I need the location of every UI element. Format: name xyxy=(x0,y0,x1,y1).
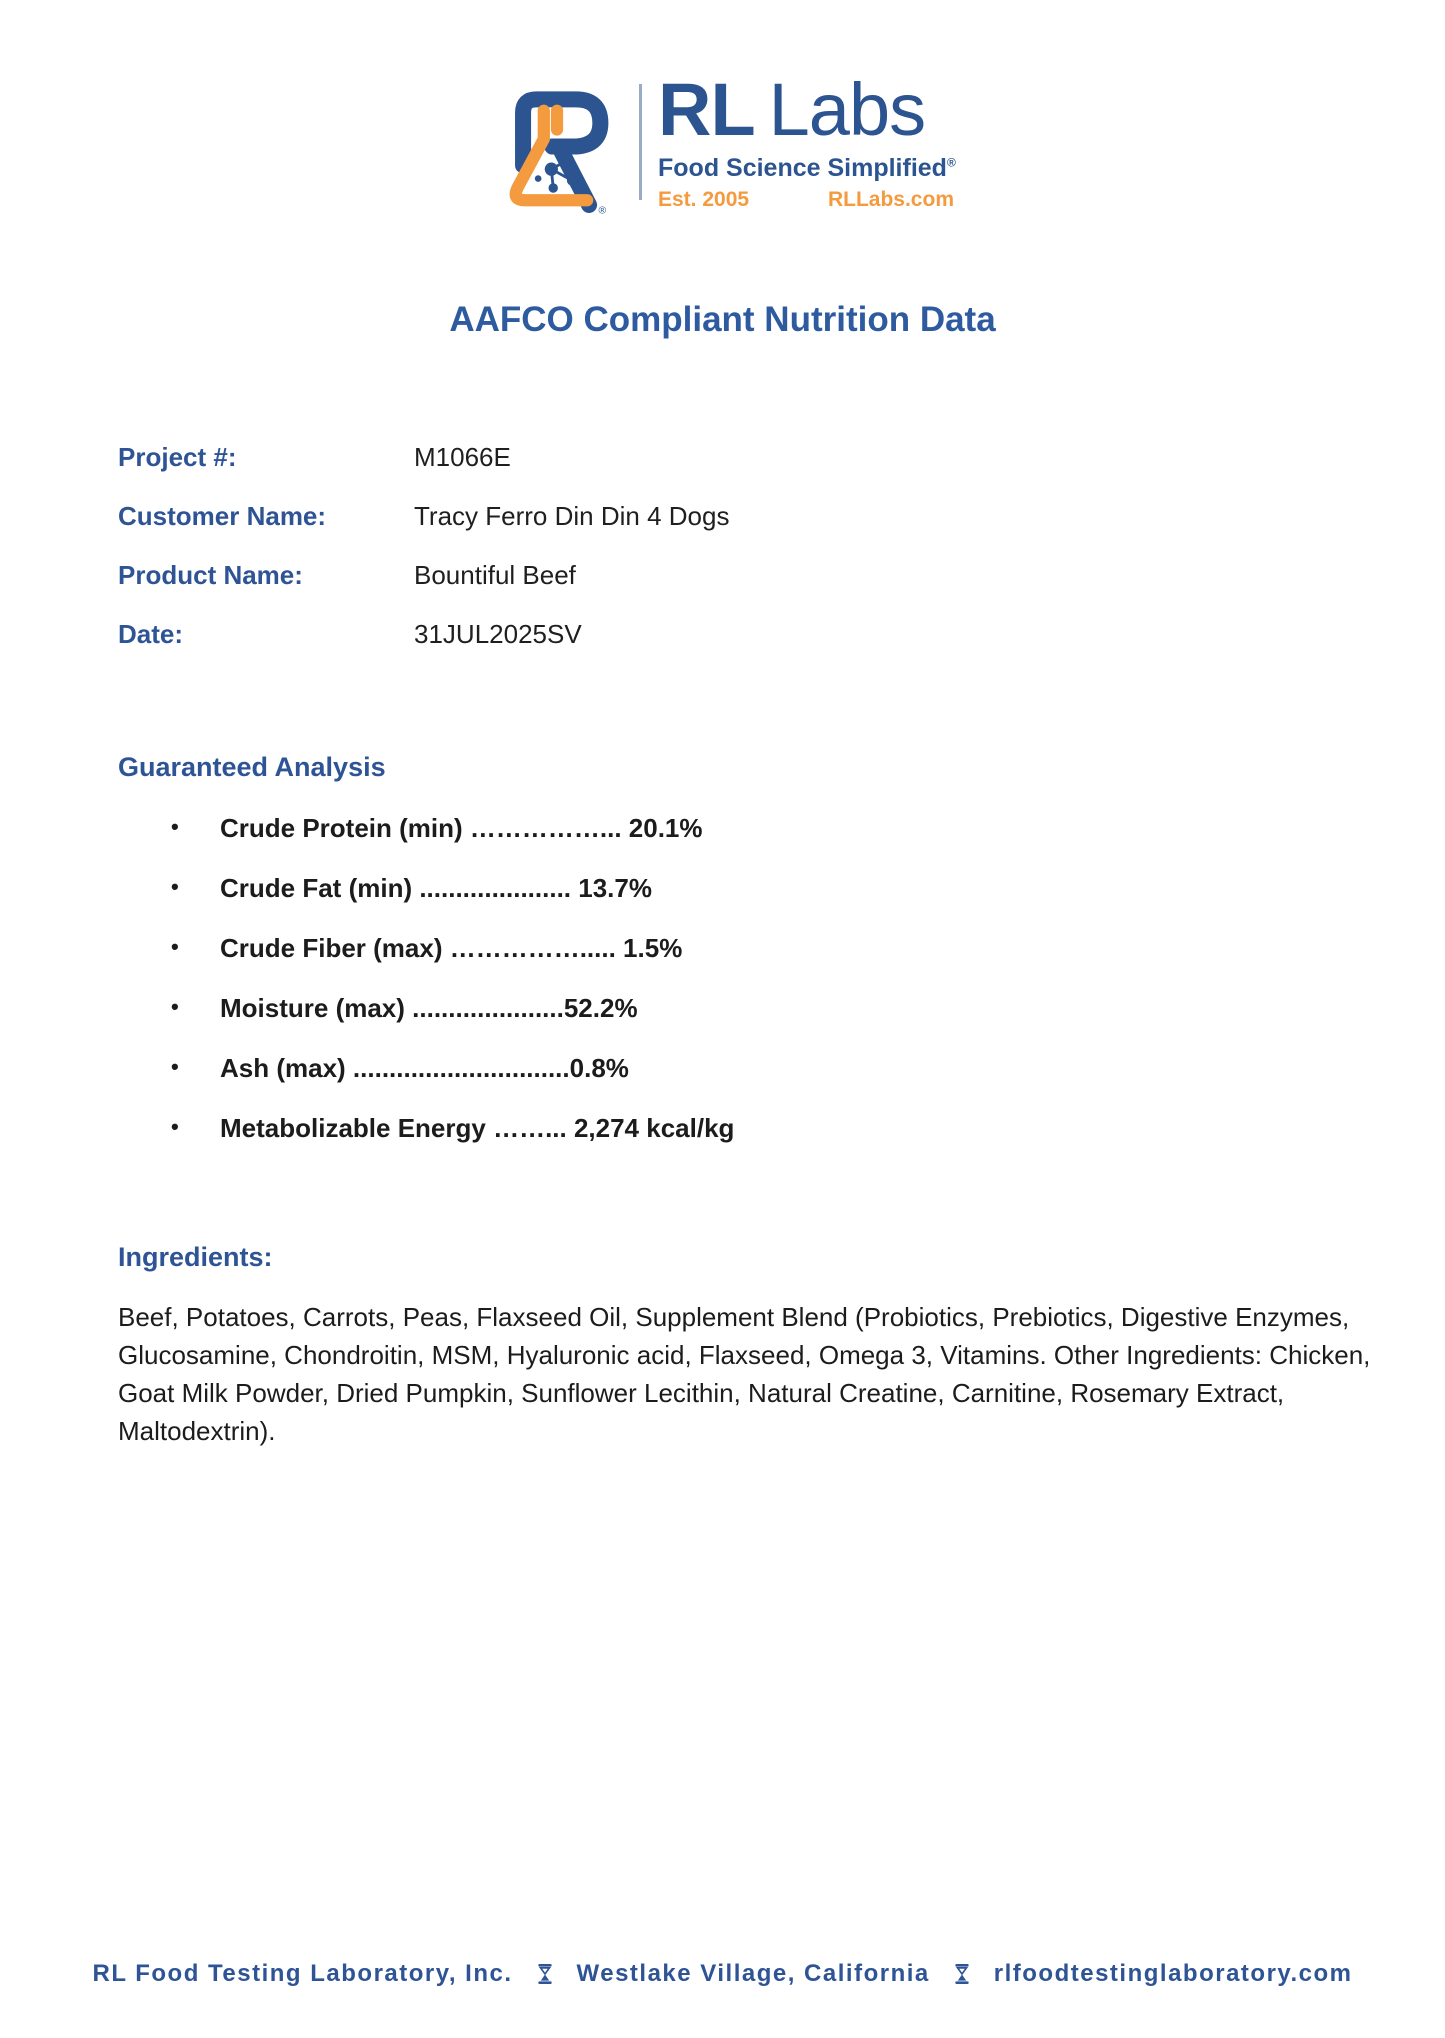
footer-website: rlfoodtestinglaboratory.com xyxy=(993,1960,1353,1987)
bullet-icon xyxy=(171,1052,220,1082)
flask-logo-icon xyxy=(491,76,623,218)
footer-location: Westlake Village, California xyxy=(576,1960,930,1987)
bullet-icon xyxy=(171,992,220,1022)
page-title: AAFCO Compliant Nutrition Data xyxy=(449,300,996,339)
page-footer xyxy=(0,1960,1445,1988)
established-year: Est. 2005 xyxy=(658,188,750,212)
info-row-customer xyxy=(118,501,729,560)
crude-fat-value: Crude Fat (min) ..................... 13.7% xyxy=(220,873,652,903)
company-logo xyxy=(0,68,1445,218)
registered-mark: ® xyxy=(598,205,607,217)
ash-value: Ash (max) ..............................0.8% xyxy=(220,1053,629,1083)
brand-name-light: Labs xyxy=(768,68,926,151)
crude-fiber-value: Crude Fiber (max) ……………..... 1.5% xyxy=(220,933,683,963)
bullet-icon xyxy=(171,1112,220,1142)
footer-company: RL Food Testing Laboratory, Inc. xyxy=(92,1960,513,1987)
bullet-icon xyxy=(171,812,220,842)
tagline-registered-mark: ® xyxy=(946,155,956,170)
date-value: 31JUL2025SV xyxy=(414,619,582,649)
ingredients-heading: Ingredients: xyxy=(118,1242,273,1272)
metabolizable-energy-value: Metabolizable Energy ……... 2,274 kcal/kg xyxy=(220,1113,735,1143)
ingredients-text: Beef, Potatoes, Carrots, Peas, Flaxseed Oil, Supplement Blend (Probiotics, Prebiotics, Digestive Enzymes, Glucosamine, Chondroitin, MSM, Hyaluronic acid, Flaxseed, Omega 3, Vitamins. Other Ingredients: Chicken, Goat Milk Powder, Dried Pumpkin, Sunflower Lecithin, Natural Creatine, Carnitine, Rosemary Extract, Maltodextrin). xyxy=(118,1302,1371,1446)
date-label: Date: xyxy=(118,619,184,649)
bullet-icon xyxy=(171,872,220,902)
moisture-value: Moisture (max) .....................52.2% xyxy=(220,993,638,1023)
brand-website: RLLabs.com xyxy=(827,188,954,212)
bullet-icon xyxy=(171,932,220,962)
project-number-value: M1066E xyxy=(414,442,511,472)
project-number-label: Project #: xyxy=(118,442,237,472)
list-item xyxy=(171,992,734,1052)
project-info xyxy=(118,442,729,678)
brand-name-bold: RL xyxy=(658,68,755,151)
list-item xyxy=(171,1052,734,1112)
list-item xyxy=(171,1112,734,1172)
customer-name-value: Tracy Ferro Din Din 4 Dogs xyxy=(414,501,730,531)
info-row-project xyxy=(118,442,729,501)
info-row-date xyxy=(118,619,729,678)
product-name-value: Bountiful Beef xyxy=(414,560,576,590)
list-item xyxy=(171,872,734,932)
product-name-label: Product Name: xyxy=(118,560,303,590)
list-item xyxy=(171,932,734,992)
crude-protein-value: Crude Protein (min) ……………... 20.1% xyxy=(220,813,703,843)
hourglass-icon xyxy=(537,1964,553,1984)
logo-divider xyxy=(639,84,642,200)
hourglass-icon xyxy=(954,1964,970,1984)
guaranteed-analysis-heading: Guaranteed Analysis xyxy=(118,752,386,782)
customer-name-label: Customer Name: xyxy=(118,501,327,531)
info-row-product xyxy=(118,560,729,619)
list-item xyxy=(171,812,734,872)
brand-tagline: Food Science Simplified® xyxy=(658,154,956,183)
brand-name xyxy=(658,68,954,151)
guaranteed-analysis-list xyxy=(171,812,734,1172)
